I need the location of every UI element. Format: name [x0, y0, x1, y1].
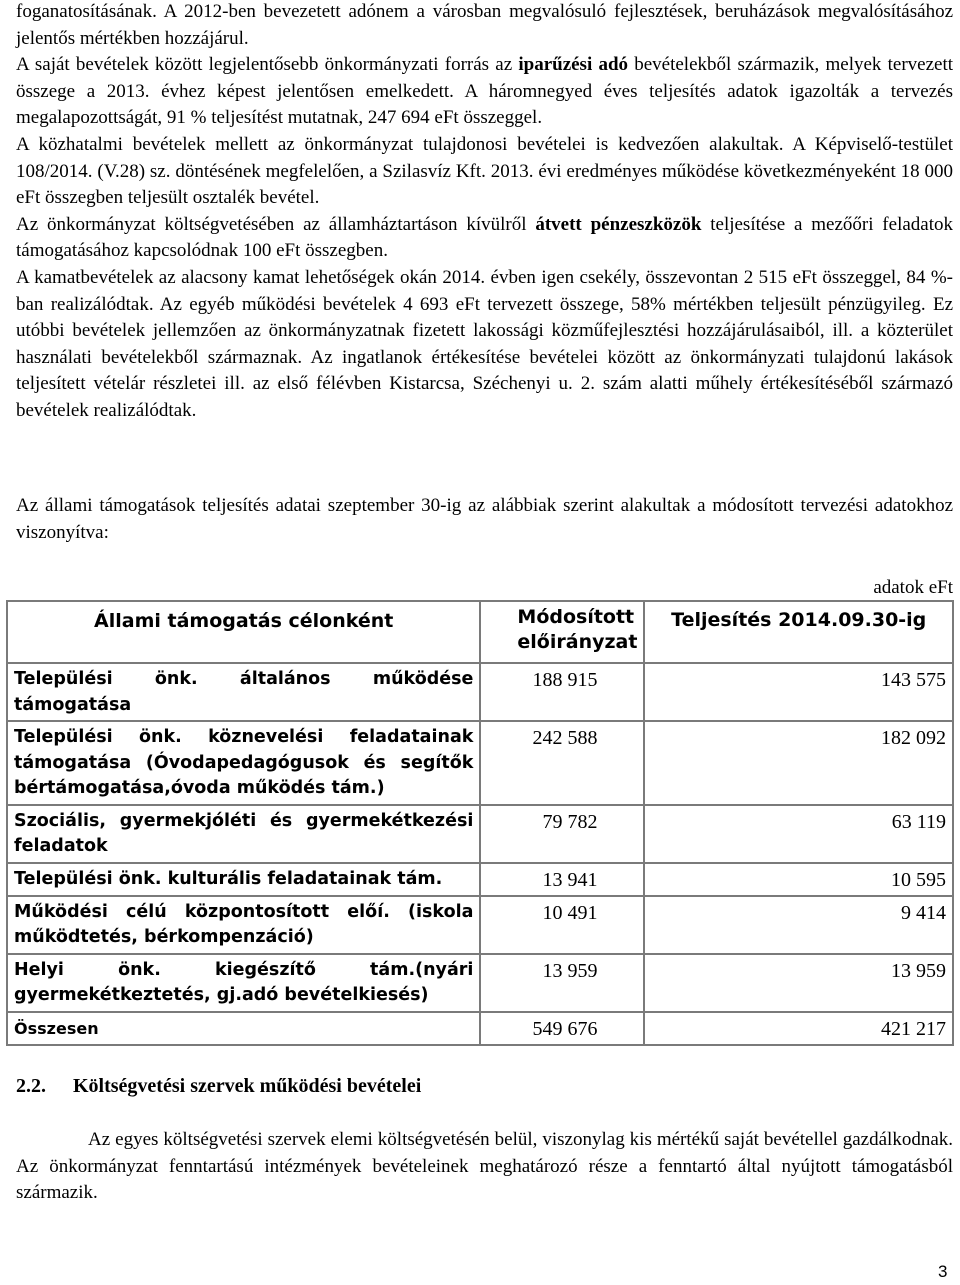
intro-paragraph: [16, 52, 953, 132]
table-row: [7, 954, 953, 1012]
cell-purpose: Szociális, gyermekjóléti és gyermekétkezési feladatok: [7, 805, 480, 863]
header-purpose: Állami támogatás célonként: [7, 601, 480, 663]
table-row: [7, 721, 953, 805]
intro-paragraph: [16, 132, 953, 212]
cell-planned: 549 676: [480, 1012, 644, 1045]
text-run: A közhatalmi bevételek mellett az önkormányzat tulajdonosi bevételei is kedvezően alakultak. A Képviselő-testület 108/2014. (V.28) sz. döntésének megfelelően, a Szilasvíz Kft. 2013. évi eredményes működése következményeként 18 000 eFt összegben teljesült osztalék bevétel.: [16, 133, 953, 209]
text-run: A kamatbevételek az alacsony kamat lehetőségek okán 2014. évben igen csekély, összevontan 2 515 eFt összeggel, 84 %-ban realizálódtak. Az egyéb működési bevételek 4 693 eFt tervezett összege, 58% mértékben teljesült pénzügyileg. Ez utóbbi bevételek jellemzően az önkormányzatnak fizetett lakossági közműfejlesztési hozzájárulásaiból, ill. a közterület használati bevételekből származnak. Az ingatlanok értékesítése bevételei között az önkormányzati tulajdonú lakások teljesített vételár részletei ill. az első félévben Kistarcsa, Széchenyi u. 2. szám alatti műhely értékesítéséből származó bevételek realizálódtak.: [16, 266, 953, 421]
section-title: Költségvetési szervek működési bevételei: [73, 1075, 422, 1097]
table-header-row: [7, 601, 953, 663]
cell-planned: 13 959: [480, 954, 644, 1012]
table-row: [7, 663, 953, 721]
text-run: teljesítése a mezőőri feladatok támogatásához kapcsolódnak 100 eFt összegben.: [16, 213, 953, 262]
table-unit-label: adatok eFt: [873, 577, 953, 598]
cell-purpose: Települési önk. kulturális feladatainak tám.: [7, 863, 480, 896]
table-row: [7, 896, 953, 954]
cell-purpose: Települési önk. általános működése támogatása: [7, 663, 480, 721]
section-heading: [16, 1075, 421, 1098]
section-number: 2.2.: [16, 1075, 46, 1097]
bold-term: iparűzési adó: [518, 54, 629, 76]
cell-planned: 242 588: [480, 721, 644, 805]
cell-actual: 182 092: [644, 721, 953, 805]
intro-paragraph: [16, 212, 953, 265]
header-planned: Módosított előirányzat: [480, 601, 644, 663]
cell-actual: 143 575: [644, 663, 953, 721]
text-run: A saját bevételek között legjelentősebb önkormányzati forrás az: [16, 54, 519, 76]
header-actual: Teljesítés 2014.09.30-ig: [644, 601, 953, 663]
cell-purpose: Települési önk. köznevelési feladatainak támogatása (Óvodapedagógusok és segítők bértámogatása,óvoda működés tám.): [7, 721, 480, 805]
section-paragraph: Az egyes költségvetési szervek elemi költségvetésén belül, viszonylag kis mértékű saját bevétellel gazdálkodnak. Az önkormányzat fenntartású intézmények bevételeinek meghatározó része a fenntartó által nyújtott támogatásból származik.: [16, 1129, 953, 1204]
intro-text: [16, 0, 953, 425]
cell-actual: 13 959: [644, 954, 953, 1012]
cell-purpose: Összesen: [7, 1012, 480, 1045]
cell-planned: 79 782: [480, 805, 644, 863]
text-run: Az önkormányzat költségvetésében az államháztartáson kívülről: [16, 213, 536, 235]
page-number: 3: [938, 1262, 948, 1281]
table-row: [7, 863, 953, 896]
intro-paragraph: [16, 0, 953, 52]
table-row: [7, 805, 953, 863]
bold-term: átvett pénzeszközök: [535, 213, 702, 235]
state-support-table: [6, 600, 954, 1046]
section-body: [16, 1127, 953, 1207]
cell-planned: 13 941: [480, 863, 644, 896]
cell-actual: 10 595: [644, 863, 953, 896]
table-total-row: [7, 1012, 953, 1045]
cell-planned: 10 491: [480, 896, 644, 954]
cell-purpose: Működési célú központosított előí. (iskola működtetés, bérkompenzáció): [7, 896, 480, 954]
intro-paragraph: [16, 265, 953, 425]
state-support-paragraph: Az állami támogatások teljesítés adatai szeptember 30-ig az alábbiak szerint alakultak a módosított tervezési adatokhoz viszonyítva:: [16, 495, 953, 543]
text-run: bevételekből származik, melyek tervezett összege a 2013. évhez képest jelentősen emelkedett. A háromnegyed éves teljesítés adatok igazolták a tervezés megalapozottságát, 91 % teljesítést mutatnak, 247 694 eFt összeggel.: [16, 54, 954, 129]
cell-actual: 9 414: [644, 896, 953, 954]
cell-actual: 421 217: [644, 1012, 953, 1045]
cell-actual: 63 119: [644, 805, 953, 863]
cell-purpose: Helyi önk. kiegészítő tám.(nyári gyermekétkeztetés, gj.adó bevételkiesés): [7, 954, 480, 1012]
text-run: foganatosításának. A 2012-ben bevezetett adónem a városban megvalósuló fejlesztések, beruházások megvalósításához jelentős mértékben hozzájárul.: [16, 1, 953, 49]
cell-planned: 188 915: [480, 663, 644, 721]
